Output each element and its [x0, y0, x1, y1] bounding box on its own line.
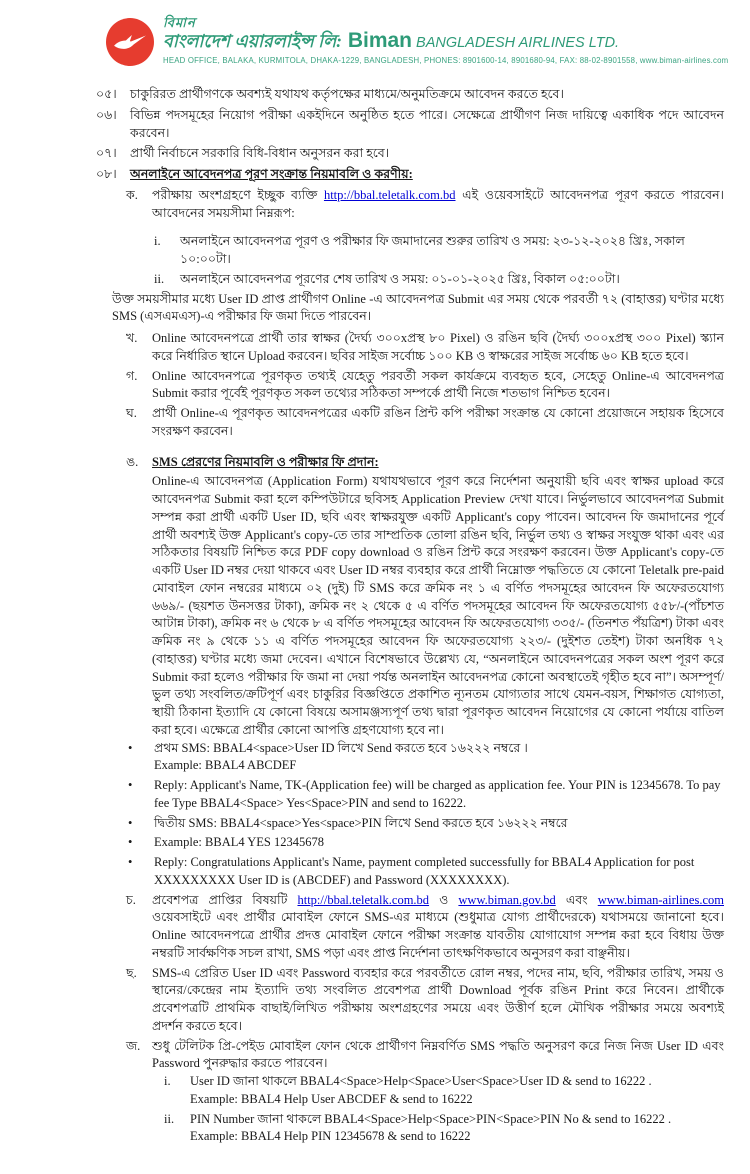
- ja-sub-ii: [164, 1111, 724, 1147]
- sub-marker: গ.: [126, 368, 138, 383]
- fee-window-note: উক্ত সময়সীমার মধ্যে User ID প্রাপ্ত প্রার্থীগণ Online -এ আবেদনপত্র Submit এর সময় থেকে পরবর্তী ৭২ (বাহাত্তর) ঘণ্টার মধ্যে SMS (এসএমএস)-এ পরীক্ষার ফি জমা দিতে পারবেন।: [112, 291, 724, 324]
- head-office-address: HEAD OFFICE, BALAKA, KURMITOLA, DHAKA-1229, BANGLADESH, PHONES: 8901600-14, 8901680-94, FAX: 88-02-8901558, www.biman-airlines.com: [163, 56, 729, 66]
- item-number: ০৫।: [96, 87, 117, 102]
- sub-text: [152, 187, 724, 223]
- biman-airlines-link[interactable]: www.biman-airlines.com: [597, 892, 724, 907]
- bullet-second-sms: [126, 815, 724, 833]
- brand-en-rest: BANGLADESH AIRLINES LTD.: [412, 35, 620, 51]
- item-text: প্রার্থী নির্বাচনে সরকারি বিধি-বিধান অনুসরন করা হবে।: [130, 146, 390, 161]
- list-item-06: [96, 107, 724, 143]
- bullet-line: Reply: Congratulations Applicant's Name, payment completed successfully for BBAL4 Application for post XXXXXXXXX User ID is (ABCDEF) and Password (XXXXXXXX).: [154, 855, 695, 887]
- bullet-example-2: [126, 834, 724, 852]
- bullet-line: দ্বিতীয় SMS: BBAL4<space>Yes<space>PIN লিখে Send করতে হবে ১৬২২২ নম্বরে: [154, 815, 568, 830]
- bullet-icon: •: [128, 815, 133, 830]
- sub-item-ka: [126, 187, 724, 223]
- sub-item-gha: [126, 405, 724, 441]
- roman-marker: ii.: [154, 271, 165, 286]
- ka-post-text: এই ওয়েবসাইটে আবেদনপত্র পূরণ করতে পারবেন। আবেদনের সময়সীমা নিম্নরূপ:: [152, 187, 725, 220]
- pin-recovery-example: Example: BBAL4 Help PIN 12345678 & send to 16222: [190, 1129, 471, 1144]
- sub-text: [152, 1038, 724, 1149]
- bullet-icon: •: [128, 835, 133, 850]
- bullet-reply-2: [126, 854, 724, 890]
- pin-recovery-line: PIN Number জানা থাকলে BBAL4<Space>Help<Space>PIN<Space>PIN No & send to 16222 .: [190, 1111, 672, 1126]
- cha-seg-2: এবং: [555, 892, 598, 907]
- sub-item-ga: [126, 368, 724, 404]
- header: [106, 15, 729, 66]
- notice-body: [96, 86, 724, 1148]
- brand-bn-line2: বাংলাদেশ এয়ারলাইন্স লি:: [163, 31, 342, 51]
- ka-pre-text: পরীক্ষায় অংশগ্রহণে ইচ্ছুক ব্যক্তি: [152, 187, 324, 202]
- roman-marker: i.: [164, 1074, 171, 1089]
- cha-seg-3: ওয়েবসাইটে এবং প্রার্থীর মোবাইল ফোনে SMS-এর মাধ্যমে (শুধুমাত্র যোগ্য প্রার্থীদেরকে) যথাসময়ে জানানো হবে। Online আবেদনপত্রে প্রার্থীর প্রদত্ত মোবাইল ফোনে পরীক্ষা সংক্রান্ত যাবতীয় যোগাযোগ সম্পন্ন করা হবে বিধায় উক্ত নম্বরটি সার্বক্ষণিক সচল রাখা, SMS পড়া এবং প্রাপ্ত নির্দেশনা তাৎক্ষণিকভাবে অনুসরণ করা বাঞ্ছনীয়।: [152, 910, 724, 960]
- item-number: ০৭।: [96, 146, 117, 161]
- brand-main-line: [163, 29, 728, 53]
- deadline-end-text: অনলাইনে আবেদনপত্র পূরণের শেষ তারিখ ও সময়: ০১-০১-২০২৫ খ্রিঃ, বিকাল ০৫:০০টা।: [180, 271, 620, 286]
- sub-marker: ঘ.: [126, 406, 137, 421]
- deadline-start-text: অনলাইনে আবেদনপত্র পূরণ ও পরীক্ষার ফি জমাদানের শুরুর তারিখ ও সময়: ২৩-১২-২০২৪ খ্রিঃ, সকাল ১০:০০টা।: [180, 234, 685, 267]
- bullet-icon: •: [128, 778, 133, 793]
- sub-text: Online আবেদনপত্রে পূরণকৃত তথ্যই যেহেতু পরবর্তী সকল কার্যক্রমে ব্যবহৃত হবে, সেহেতু Online-এ আবেদনপত্র Submit করার পূর্বেই পূরণকৃত সকল তথ্যের সঠিকতা সম্পর্কে প্রার্থী নিজে শতভাগ নিশ্চিত হবেন।: [152, 368, 724, 401]
- biman-logo-icon: [106, 18, 154, 66]
- sub-item-chha: [126, 965, 724, 1036]
- sub-marker: খ.: [126, 331, 138, 346]
- list-item-08: [96, 166, 724, 184]
- sub-text: [152, 892, 724, 963]
- sub-marker: চ.: [126, 892, 136, 907]
- sms-rules-paragraph: Online-এ আবেদনপত্র (Application Form) যথাযথভাবে পূরণ করে নির্দেশনা অনুযায়ী ছবি এবং স্বাক্ষর upload করে আবেদনপত্র Submit করা হলে কম্পিউটারে ছবিসহ Application Preview দেখা যাবে। নির্ভুলভাবে আবেদনপত্র Submit সম্পন্ন করা প্রার্থী একটি User ID, ছবি এবং স্বাক্ষরযুক্ত একটি Applicant's copy পাবেন। আবেদন ফি জমাদানের পূর্বে প্রার্থী অবশ্যই উক্ত Applicant's copy-তে তার সাম্প্রতিক তোলা রঙিন ছবি, নির্ভুল তথ্য ও স্বাক্ষর সংযুক্ত থাকা এবং এর সঠিকতার বিষয়টি নিশ্চিত করে PDF copy download ও রঙিন প্রিন্ট করে সংরক্ষণ করবেন। উক্ত Applicant's copy-তে একটি User ID নম্বর দেয়া থাকবে এবং User ID নম্বর ব্যবহার করে প্রার্থী নিম্নোক্ত পদ্ধতিতে যে কোনো Teletalk pre-paid মোবাইল ফোন নম্বরের মাধ্যমে ০২ (দুই) টি SMS করে ক্রমিক নং ১ এ বর্ণিত পদসমূহের আবেদন ফি অফেরতযোগ্য ৬৬৯/- (ছয়শত উনসত্তর টাকা), ক্রমিক নং ২ থেকে ৫ এ বর্ণিত পদসমূহের আবেদন ফি অফেরতযোগ্য ৫৫৮/-(পাঁচশত আটান্ন টাকা), ক্রমিক নং ৬ থেকে ৮ এ বর্ণিত পদসমূহের আবেদন ফি অফেরতযোগ্য ৩৩৫/- (তিনশত পঁয়ত্রিশ) টাকা এবং ক্রমিক নং ৯ থেকে ১১ এ বর্ণিত পদসমূহের আবেদন ফি অফেরতযোগ্য ২২৩/- (দুইশত তেইশ) টাকা অনধিক ৭২ (বাহাত্তর) ঘণ্টার মধ্যে জমা দেবেন। এখানে বিশেষভাবে উল্লেখ্য যে, “অনলাইনে আবেদনপত্রের সকল অংশ পূরণ করে Submit করা হলেও পরীক্ষার ফি জমা না দেয়া পর্যন্ত অনলাইন আবেদনপত্র কোনো অবস্থাতেই গৃহীত হবে না”। অসম্পূর্ণ/ভুল তথ্য সংবলিত/ক্রটিপূর্ণ এবং চাকুরির বিজ্ঞপ্তিতে প্রকাশিত ন্যূনতম যোগ্যতার সাথে যেমন-বয়স, শিক্ষাগত যোগ্যতা, স্থায়ী ঠিকানা ইত্যাদি যে কোনো বিষয়ে অসামঞ্জস্যপূর্ণ তথ্য দ্বারা পূরণকৃত আবেদন নিয়োগের যে কোনো পর্যায়ে বাতিল করা হবে। এক্ষেত্রে প্রার্থীর কোনো আপত্তি গ্রহণযোগ্য হবে না।: [152, 474, 724, 737]
- item-number: ০৮।: [96, 167, 117, 182]
- sub-item-ngo-heading: [126, 454, 724, 472]
- sub-item-cha: [126, 892, 724, 963]
- cha-seg-0: প্রবেশপত্র প্রাপ্তির বিষয়টি: [152, 892, 298, 907]
- sub-text: প্রার্থী Online-এ পূরণকৃত আবেদনপত্রের একটি রঙিন প্রিন্ট কপি পরীক্ষা সংক্রান্ত যে কোনো প্রয়োজনে সহায়ক হিসেবে সংরক্ষণ করবেন।: [152, 406, 724, 438]
- bullet-first-sms: [126, 740, 724, 776]
- biman-gov-link[interactable]: www.biman.gov.bd: [458, 892, 556, 907]
- sub-marker: ছ.: [126, 965, 137, 980]
- roman-marker: ii.: [164, 1111, 175, 1126]
- bullet-icon: •: [128, 855, 133, 870]
- userid-recovery-example: Example: BBAL4 Help User ABCDEF & send to 16222: [190, 1091, 473, 1106]
- sub-text: SMS-এ প্রেরিত User ID এবং Password ব্যবহার করে পরবর্তীতে রোল নম্বর, পদের নাম, ছবি, পরীক্ষার তারিখ, সময় ও স্থানের/কেন্দ্রের নাম ইত্যাদি তথ্য সংবলিত প্রবেশপত্র প্রার্থী Download পূর্বক রঙিন Print করে নিবেন। প্রার্থীকে প্রবেশপত্রটি প্রাথমিক বাছাই/লিখিত পরীক্ষায় অংশগ্রহণের সময়ে এবং উত্তীর্ণ হলে মৌখিক পরীক্ষার সময়ে অবশ্যই প্রদর্শন করতে হবে।: [152, 965, 724, 1033]
- brand-bn-line1: বিমান: [163, 15, 196, 30]
- bullet-line: Example: BBAL4 YES 12345678: [154, 835, 325, 850]
- sub-item-ja: [126, 1038, 724, 1149]
- roman-marker: i.: [154, 234, 161, 249]
- sub-marker: জ.: [126, 1038, 141, 1053]
- stork-bird-icon: [111, 27, 149, 57]
- ja-intro-text: শুধু টেলিটক প্রি-পেইড মোবাইল ফোন থেকে প্রার্থীগণ নিম্নবর্ণিত SMS পদ্ধতি অনুসরণ করে নিজ নিজ User ID এবং Password পুনরুদ্ধার করতে পারবেন।: [152, 1038, 724, 1071]
- sub-item-kha: [126, 330, 724, 366]
- teletalk-website-link[interactable]: http://bbal.teletalk.com.bd: [297, 892, 430, 907]
- list-item-05: [96, 86, 724, 104]
- bullet-reply-1: [126, 777, 724, 813]
- section-heading-online-rules: অনলাইনে আবেদনপত্র পূরণ সংক্রান্ত নিয়মাবলি ও করণীয়:: [130, 167, 413, 182]
- sub-text: Online আবেদনপত্রে প্রার্থী তার স্বাক্ষর (দৈর্ঘ্য ৩০০xপ্রস্থ ৮০ Pixel) ও রঙিন ছবি (দৈর্ঘ্য ৩০০xপ্রস্থ ৩০০ Pixel) স্ক্যান করে নির্ধারিত স্থানে Upload করবেন। ছবির সাইজ সর্বোচ্চ ১০০ KB ও স্বাক্ষরের সাইজ সর্বোচ্চ ৬০ KB হতে হবে।: [152, 331, 724, 363]
- item-number: ০৬।: [96, 107, 117, 122]
- section-heading-sms-rules: SMS প্রেরণের নিয়মাবলি ও পরীক্ষার ফি প্রদান:: [152, 454, 379, 469]
- bullet-line: প্রথম SMS: BBAL4<space>User ID লিখে Send করতে হবে ১৬২২২ নম্বরে ।: [154, 740, 528, 755]
- sub-marker: ঙ.: [126, 454, 139, 469]
- list-item-07: [96, 145, 724, 163]
- brand-block: [163, 16, 728, 66]
- deadline-item-start: [154, 233, 724, 269]
- item-text: বিভিন্ন পদসমূহের নিয়োগ পরীক্ষা একইদিনে অনুষ্ঠিত হতে পারে। সেক্ষেত্রে প্রার্থীগণ নিজ দায়িত্বে একাধিক পদে আবেদন করবেন।: [130, 107, 724, 140]
- userid-recovery-line: User ID জানা থাকলে BBAL4<Space>Help<Space>User<Space>User ID & send to 16222 .: [190, 1074, 652, 1089]
- ja-sub-i: [164, 1073, 724, 1109]
- bullet-icon: •: [128, 740, 133, 755]
- brand-en-biman: Biman: [341, 29, 412, 52]
- bullet-example-line: Example: BBAL4 ABCDEF: [154, 758, 297, 773]
- deadline-item-end: [154, 271, 724, 289]
- sub-marker: ক.: [126, 187, 138, 202]
- teletalk-website-link[interactable]: http://bbal.teletalk.com.bd: [323, 187, 456, 202]
- cha-seg-1: ও: [429, 892, 459, 907]
- item-text: চাকুরিরত প্রার্থীগণকে অবশ্যই যথাযথ কর্তৃপক্ষের মাধ্যমে/অনুমতিক্রমে আবেদন করতে হবে।: [130, 87, 564, 102]
- bullet-line: Reply: Applicant's Name, TK-(Application fee) will be charged as application fee. Your PIN is 12345678. To pay fee Type BBAL4<Space> Yes<Space>PIN and send to 16222.: [154, 778, 721, 810]
